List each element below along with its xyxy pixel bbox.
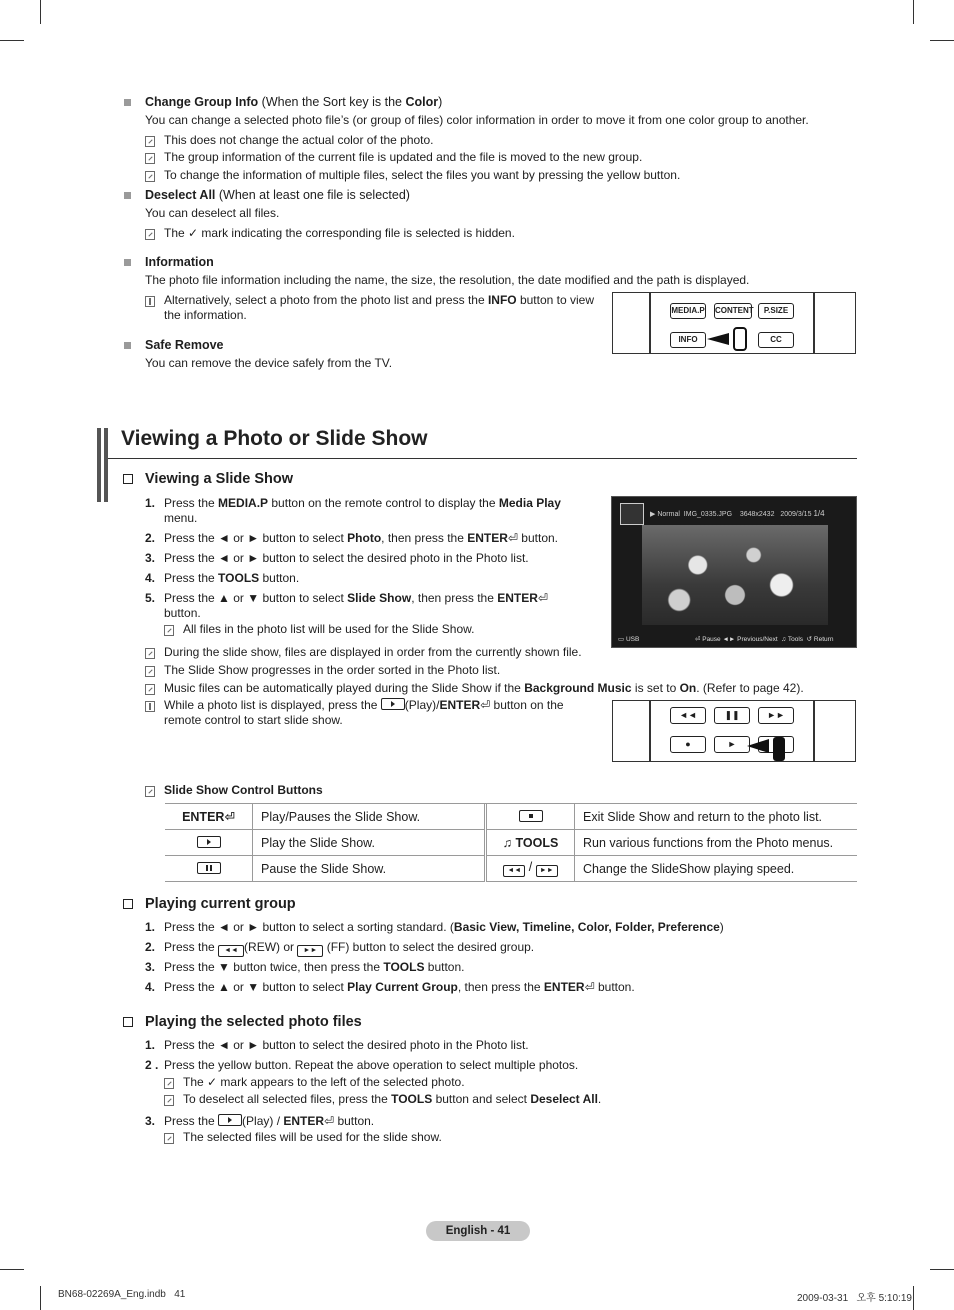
- pointing-hand-icon: [747, 739, 769, 753]
- pause-button[interactable]: ❚❚: [714, 707, 750, 724]
- play-key-icon: [381, 698, 405, 710]
- table-row: [165, 856, 857, 882]
- change-group-desc: You can change a selected photo file’s (or group of files) color information in order to move it from one color group to another.: [145, 113, 809, 127]
- step-number: 2.: [145, 531, 156, 545]
- table-row: [165, 830, 857, 856]
- note-icon: [145, 786, 155, 797]
- note-icon: [145, 153, 155, 164]
- remote-edge: [649, 701, 651, 761]
- pointing-hand-icon: [733, 327, 747, 351]
- tip-icon: [145, 701, 155, 712]
- crop-mark: [40, 0, 41, 24]
- photo-image: [642, 525, 828, 625]
- deselect-desc: You can deselect all files.: [145, 206, 280, 220]
- remote-edge: [813, 293, 815, 353]
- cc-button[interactable]: CC: [758, 332, 794, 348]
- safe-remove-desc: You can remove the device safely from the TV.: [145, 356, 393, 370]
- note-text: The ✓ mark appears to the left of the selected photo.: [183, 1075, 465, 1089]
- note-text: The Slide Show progresses in the order sorted in the Photo list.: [164, 663, 501, 677]
- step-text: Press the ◄◄ (REW) or ►► (FF) button to select the desired group.: [164, 940, 534, 957]
- play-key-cell: [165, 830, 253, 856]
- step-number: 3.: [145, 960, 156, 974]
- control-desc: Exit Slide Show and return to the photo list.: [575, 804, 858, 830]
- heading-bar: [104, 428, 108, 502]
- bullet-square-icon: [124, 259, 131, 266]
- footer-file: BN68-02269A_Eng.indb 41: [58, 1289, 186, 1300]
- note-text: During the slide show, files are displayed in order from the currently shown file.: [164, 645, 582, 659]
- crop-mark: [913, 1286, 914, 1310]
- remote-illustration: [612, 700, 856, 762]
- information-desc: The photo file information including the name, the size, the resolution, the date modified and the path is displayed.: [145, 273, 750, 287]
- table-row: [165, 804, 857, 830]
- step-text: Press the MEDIA.P button on the remote control to display the Media Play menu.: [164, 496, 561, 525]
- note-icon: [145, 648, 155, 659]
- enter-icon: ⏎: [537, 591, 548, 605]
- crop-mark: [0, 40, 24, 41]
- note-icon: [164, 1133, 174, 1144]
- subsection-checkbox-icon: [123, 899, 133, 909]
- step-text: Press the ◄ or ► button to select the desired photo in the Photo list.: [164, 1038, 529, 1052]
- play-key-icon: [218, 1114, 242, 1126]
- play-key-icon: [197, 836, 221, 848]
- rew-button[interactable]: ◄◄: [670, 707, 706, 724]
- control-desc: Play the Slide Show.: [253, 830, 486, 856]
- ff-key-icon: ►►: [536, 865, 558, 877]
- step-number: 1.: [145, 920, 156, 934]
- subsection-title: Viewing a Slide Show: [145, 471, 293, 487]
- note-text: To deselect all selected files, press the TOOLS button and select Deselect All.: [183, 1092, 602, 1106]
- ff-key-icon: ►►: [297, 945, 323, 957]
- step-number: 4.: [145, 980, 156, 994]
- play-small-icon: ▶: [650, 511, 656, 518]
- note-icon: [145, 666, 155, 677]
- checkmark-icon: ✓: [188, 226, 199, 240]
- step-number: 3.: [145, 1114, 156, 1128]
- pause-key-icon: [197, 862, 221, 874]
- pointing-hand-icon: [707, 333, 729, 345]
- control-desc: Run various functions from the Photo menus.: [575, 830, 858, 856]
- ff-button[interactable]: ►►: [758, 707, 794, 724]
- crop-mark: [930, 1269, 954, 1270]
- bullet-square-icon: [124, 99, 131, 106]
- bullet-square-icon: [124, 342, 131, 349]
- step-number: 3.: [145, 551, 156, 565]
- note-icon: [145, 136, 155, 147]
- note-text: The ✓ mark indicating the corresponding file is selected is hidden.: [164, 226, 515, 240]
- enter-icon: ⏎: [584, 980, 595, 994]
- subsection-title: Playing current group: [145, 896, 296, 912]
- tip-text: While a photo list is displayed, press the (Play)/ENTER⏎ button on the remote control to start slide show.: [164, 698, 564, 727]
- crop-mark: [930, 40, 954, 41]
- step-number: 2.: [145, 940, 156, 954]
- section-heading: Viewing a Photo or Slide Show: [121, 427, 428, 450]
- note-icon: [164, 625, 174, 636]
- enter-icon: ⏎: [324, 1114, 335, 1128]
- page-number-badge: English - 41: [426, 1221, 530, 1241]
- tools-icon: ♫: [502, 835, 513, 850]
- photo-icon: [620, 503, 644, 525]
- tools-key-cell: ♫ TOOLS: [486, 830, 575, 856]
- note-text: Music files can be automatically played during the Slide Show if the Background Music is set to On. (Refer to page 42).: [164, 681, 804, 695]
- enter-icon: ⏎: [224, 810, 235, 824]
- photo-info-bar: ▶ Normal IMG_0335.JPG 3648x2432 2009/3/15 1/4: [650, 509, 825, 518]
- note-text: The group information of the current file is updated and the file is moved to the new group.: [164, 150, 643, 164]
- rew-key-icon: ◄◄: [218, 945, 244, 957]
- note-text: This does not change the actual color of the photo.: [164, 133, 434, 147]
- note-text: The selected files will be used for the slide show.: [183, 1130, 442, 1144]
- media-p-button[interactable]: MEDIA.P: [670, 303, 706, 319]
- screen-bottom-bar: ▭ USB ⏎ Pause ◄► Previous/Next ♫ Tools ↺ Return: [618, 636, 834, 643]
- footer-date: 2009-03-31 오후 5:10:19: [797, 1293, 912, 1304]
- step-number: 2 .: [145, 1058, 159, 1072]
- enter-icon: ⏎: [507, 531, 518, 545]
- control-desc: Play/Pauses the Slide Show.: [253, 804, 486, 830]
- tools-icon: ♫: [781, 636, 787, 643]
- note-icon: [145, 684, 155, 695]
- speed-key-cell: ◄◄ / ►►: [486, 856, 575, 882]
- note-icon: [164, 1095, 174, 1106]
- crop-mark: [40, 1286, 41, 1310]
- content-button[interactable]: CONTENT: [714, 303, 752, 319]
- play-button[interactable]: ►: [714, 736, 750, 753]
- step-number: 1.: [145, 496, 156, 510]
- p-size-button[interactable]: P.SIZE: [758, 303, 794, 319]
- tip-text: Alternatively, select a photo from the photo list and press the INFO button to view the information.: [164, 293, 595, 322]
- control-desc: Change the SlideShow playing speed.: [575, 856, 858, 882]
- stop-key-cell: [486, 804, 575, 830]
- subsection-checkbox-icon: [123, 1017, 133, 1027]
- rew-key-icon: ◄◄: [503, 865, 525, 877]
- pointing-hand-icon: [773, 737, 785, 761]
- tv-screen-illustration: [611, 496, 857, 648]
- crop-mark: [0, 1269, 24, 1270]
- arrows-icon: ◄►: [722, 636, 736, 643]
- safe-remove-heading: Safe Remove: [145, 338, 224, 352]
- step-number: 4.: [145, 571, 156, 585]
- enter-icon: ⏎: [694, 636, 701, 643]
- step-text: Press the yellow button. Repeat the above operation to select multiple photos.: [164, 1058, 579, 1072]
- change-group-heading: Change Group Info (When the Sort key is the Color): [145, 95, 443, 109]
- note-icon: [145, 229, 155, 240]
- note-icon: [145, 171, 155, 182]
- step-text: Press the ◄ or ► button to select Photo, then press the ENTER⏎ button.: [164, 531, 558, 545]
- step-text: Press the ◄ or ► button to select a sorting standard. (Basic View, Timeline, Color, Folder, Preference): [164, 920, 724, 934]
- subsection-checkbox-icon: [123, 474, 133, 484]
- heading-bar: [97, 428, 101, 502]
- note-text: To change the information of multiple files, select the files you want by pressing the yellow button.: [164, 168, 681, 182]
- step-number: 1.: [145, 1038, 156, 1052]
- note-icon: [164, 1078, 174, 1089]
- checkmark-icon: ✓: [207, 1075, 218, 1089]
- usb-icon: ▭: [618, 636, 625, 643]
- enter-icon: ⏎: [480, 698, 491, 712]
- info-button[interactable]: INFO: [670, 332, 706, 348]
- enter-key-cell: ENTER⏎: [165, 804, 253, 830]
- remote-edge: [813, 701, 815, 761]
- step-text: Press the ▲ or ▼ button to select Play Current Group, then press the ENTER⏎ button.: [164, 980, 635, 994]
- remote-edge: [649, 293, 651, 353]
- tip-icon: [145, 296, 155, 307]
- step-number: 5.: [145, 591, 156, 605]
- pause-key-cell: [165, 856, 253, 882]
- control-desc: Pause the Slide Show.: [253, 856, 486, 882]
- step-text: Press the ▲ or ▼ button to select Slide Show, then press the ENTER⏎ button.: [164, 591, 548, 620]
- heading-rule: [108, 458, 857, 459]
- step-text: Press the TOOLS button.: [164, 571, 300, 585]
- stop-key-icon: [519, 810, 543, 822]
- step-text: Press the (Play) / ENTER⏎ button.: [164, 1114, 375, 1128]
- bullet-square-icon: [124, 192, 131, 199]
- information-heading: Information: [145, 255, 214, 269]
- controls-table: [165, 804, 857, 882]
- step-text: Press the ◄ or ► button to select the desired photo in the Photo list.: [164, 551, 529, 565]
- crop-mark: [913, 0, 914, 24]
- note-text: All files in the photo list will be used for the Slide Show.: [183, 622, 475, 636]
- deselect-heading: Deselect All (When at least one file is selected): [145, 188, 410, 202]
- subsection-title: Playing the selected photo files: [145, 1014, 362, 1030]
- controls-title: Slide Show Control Buttons: [164, 783, 323, 797]
- remote-illustration: [612, 292, 856, 354]
- return-icon: ↺: [806, 636, 813, 643]
- record-button[interactable]: ●: [670, 736, 706, 753]
- step-text: Press the ▼ button twice, then press the TOOLS button.: [164, 960, 465, 974]
